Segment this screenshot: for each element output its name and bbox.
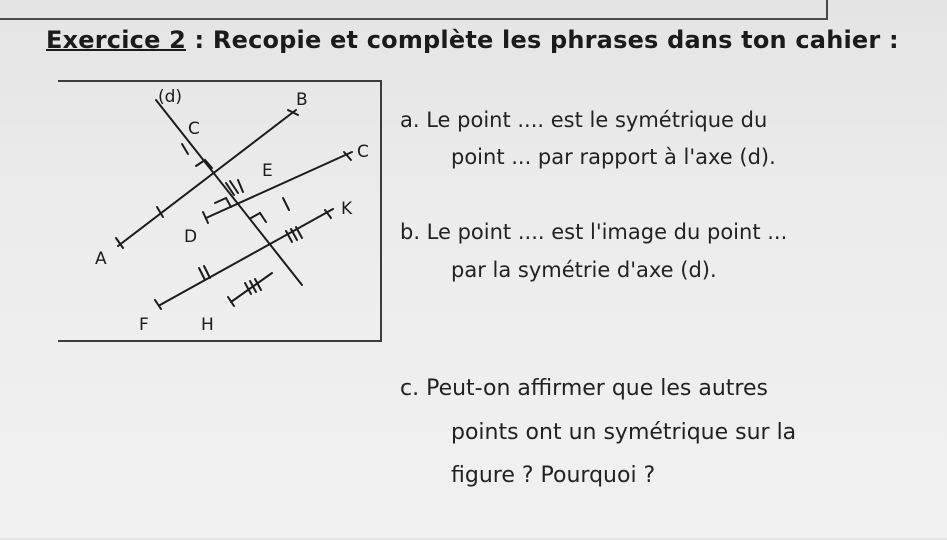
right-angle-mark-3 <box>251 213 266 222</box>
point-a-label: A <box>95 249 107 269</box>
equal-mark-f2 <box>204 266 210 278</box>
point-f-label: F <box>139 315 149 335</box>
question-c-line-3: figure ? Pourquoi ? <box>451 463 656 488</box>
point-h-label: H <box>201 315 214 335</box>
axis-d-line <box>156 100 302 285</box>
question-b-line-2: par la symétrie d'axe (d). <box>451 258 717 282</box>
figure-frame <box>58 80 382 342</box>
equal-mark-f1 <box>199 268 205 280</box>
equal-mark-c <box>283 198 289 210</box>
equal-mark-h2 <box>250 281 256 292</box>
point-k-label: K <box>341 199 353 219</box>
point-c-right-label: C <box>357 142 369 162</box>
point-e-label: E <box>262 161 273 181</box>
right-angle-mark-2 <box>215 198 231 207</box>
question-a-line-1: a. Le point .... est le symétrique du <box>400 108 768 132</box>
question-b-line-1: b. Le point .... est l'image du point ... <box>400 220 788 244</box>
exercise-instruction: : Recopie et complète les phrases dans ton cahier : <box>186 26 899 54</box>
question-c-line-1: c. Peut-on affirmer que les autres <box>400 376 768 401</box>
tick-e <box>238 180 243 192</box>
axis-d-label: (d) <box>158 87 183 107</box>
point-b-label: B <box>296 90 308 110</box>
segment-h <box>231 273 272 302</box>
point-c-label: C <box>188 119 200 139</box>
tick-c <box>182 144 188 154</box>
question-c-line-2: points ont un symétrique sur la <box>451 420 797 445</box>
exercise-label: Exercice 2 <box>46 26 186 54</box>
question-a-line-2: point ... par rapport à l'axe (d). <box>451 145 776 169</box>
point-d-label: D <box>184 227 198 247</box>
